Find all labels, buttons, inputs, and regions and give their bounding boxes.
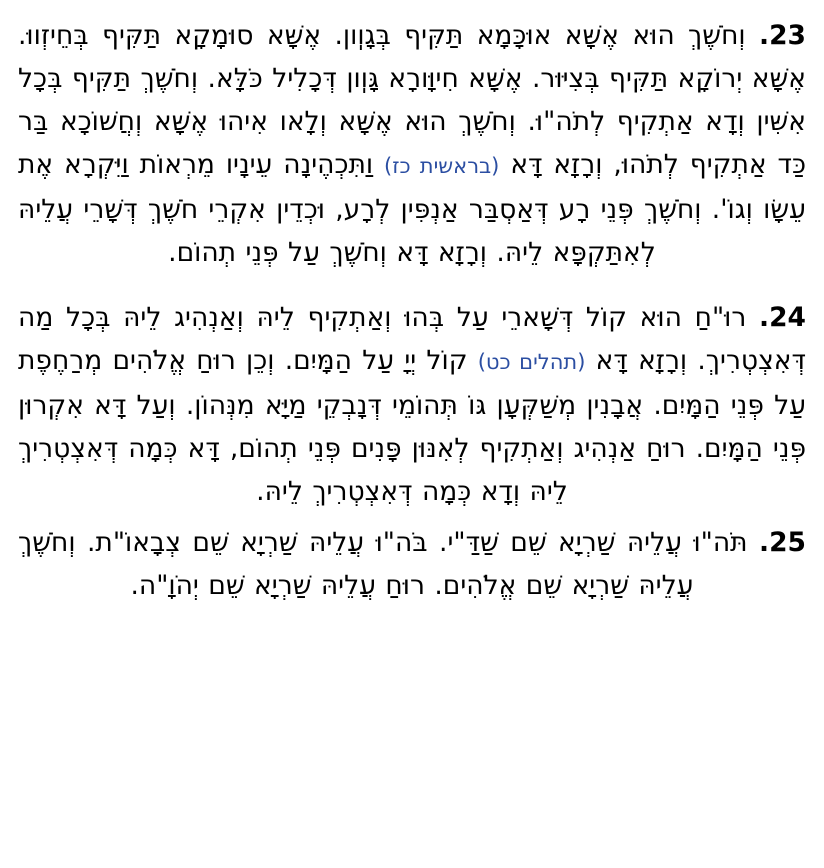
paragraph-text-before-reference: תֹּה"וּ עֲלֵיהּ שַׁרְיָא שֵׁם שַׁדַּ"י. בֹּה"וּ עֲלֵיהּ שַׁרְיָא שֵׁם צְבָאוֹ"ת. וְחֹשֶׁךְ עֲלֵיהּ שַׁרְיָא שֵׁם אֱלֹהִים. רוּחַ עֲלֵיהּ שַׁרְיָא שֵׁם יְהֹוָ"ה. xyxy=(18,527,748,601)
paragraph-number: 24. xyxy=(759,302,806,333)
paragraph-25 xyxy=(18,521,806,607)
paragraph-number: 23. xyxy=(759,20,806,51)
paragraph-text-before-reference: וְחֹשֶׁךְ הוּא אֶשָּׁא אוּכָּמָא תַּקִּיף בְּגָוֽון. אֶשָּׁא סוּמָקָא תַּקִּיף בְּחֵיזְווּ. אֶשָּׁא יְרוֹקָא תַּקִּיף בְּצִיּוּר. אֶשָּׁא חִיוָּורָא גָּוֽון דְּכָלִיל כֹּלָּא. וְחֹשֶׁךְ תַּקִּיף בְּכָל אִשִּׁין וְדָא אַתְקִיף לְתֹה"וּ. וְחֹשֶׁךְ הוּא אֶשָּׁא וְלָאו אִיהוּ אֶשָּׁא וְחֲשׁוֹכָא בַּר כַּד אַתְקִיף לְתֹהוּ, וְרָזָא דָּא xyxy=(18,20,806,180)
scripture-reference: (תהלים כט) xyxy=(477,350,586,374)
paragraph-spacer xyxy=(18,282,806,296)
paragraph-24 xyxy=(18,296,806,513)
scripture-reference: (בראשית כז) xyxy=(384,154,500,178)
paragraph-text-after-reference: וַתִּכְהֶינָה עֵינָיו מֵרְאוֹת וַיִּקְרָא אֶת עֵשָׂו וְגוֹ'. וְחֹשֶׁךְ פְּנֵי רָע דְּאַסְבַּר אַנְפִּין לְרָע, וּכְדֵין אִקְרֵי חֹשֶׁךְ דְּשָׁרֵי עֲלֵיהּ לְאִתַּקְפָּא לֵיהּ. וְרָזָא דָּא וְחֹשֶׁךְ עַל פְּנֵי תְהוֹם. xyxy=(18,149,806,268)
paragraph-23 xyxy=(18,14,806,274)
paragraph-text-before-reference: רוּ"חַ הוּא קוֹל דְּשָׁארֵי עַל בְּהוּ וְאַתְקִיף לֵיהּ וְאַנְהִיג לֵיהּ בְּכָל מַה דְּאִצְטְרִיךְ. וְרָזָא דָּא xyxy=(18,302,806,376)
paragraph-number: 25. xyxy=(759,527,806,558)
paragraph-text-after-reference: קוֹל יְיָ עַל הַמָּיִם. וְכֵן רוּחַ אֱלֹהִים מְרַחֶפֶת עַל פְּנֵי הַמָּיִם. אֲבָנִין מְשַׁקְּעָן גּוֹ תְּהוֹמֵי דְּנָבְקֵי מַיָּא מִנְּהוֹן. וְעַל דָּא אִקְרוּן פְּנֵי הַמָּיִם. רוּחַ אַנְהִיג וְאַתְקִיף לְאִנּוּן פָּנִים פְּנֵי תְהוֹם, דָּא כְּמָה דְּאִצְטְרִיךְ לֵיהּ וְדָא כְּמָה דְּאִצְטְרִיךְ לֵיהּ. xyxy=(18,345,806,507)
